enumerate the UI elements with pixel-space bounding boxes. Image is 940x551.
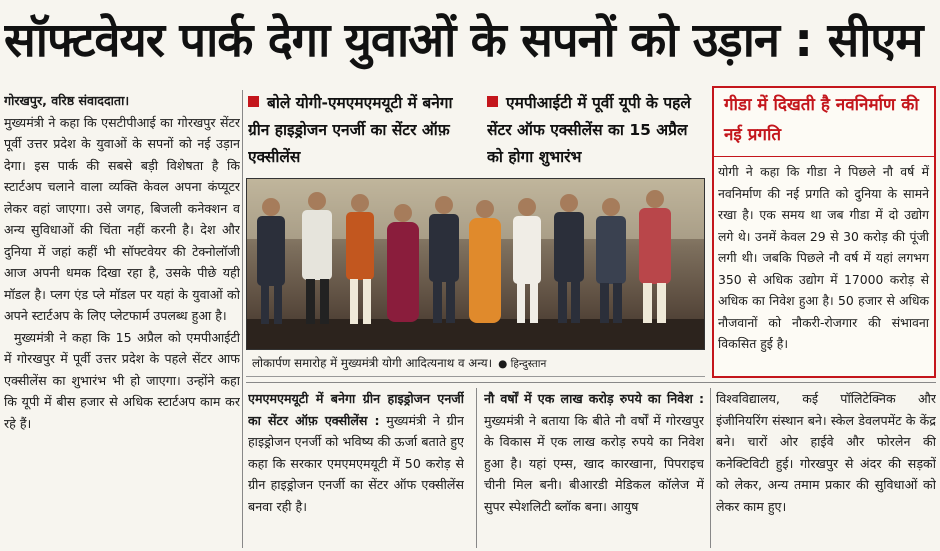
subheadline: बोले योगी-एमएमएमयूटी में बनेगा ग्रीन हाइड्रोजन एनर्जी का सेंटर ऑफ़ एक्सीलेंस (248, 94, 453, 166)
article-text: मुख्यमंत्री ने ग्रीन हाइड्रोजन एनर्जी को भविष्य की ऊर्जा बताते हुए कहा कि सरकार एमएमएमयूटी में 50 करोड़ से ग्रीन हाइड्रोजन एनर्जी का सेंटर ऑफ एक्सीलेंस बनवा रही है। (248, 412, 464, 514)
box-title: गीडा में दिखती है नवनिर्माण की नई प्रगति (714, 88, 934, 157)
article-paragraph: मुख्यमंत्री ने कहा कि 15 अप्रैल को एमपीआईटी में गोरखपुर में पूर्वी उत्तर प्रदेश के पहले सेंटर आफ एक्सीलेंस का शुभारंभ भी हो जाएगा। उन्होंने कहा कि यूपी में बीस हजार से अधिक स्टार्टअप काम कर रहे हैं। (4, 329, 240, 431)
photo-caption (246, 350, 705, 377)
section-divider (246, 382, 936, 383)
section-lead: एमएमएमयूटी में बनेगा ग्रीन हाइड्रोजन एनर्जी का सेंटर ऑफ़ एक्सीलेंस : (248, 391, 464, 428)
box-text: योगी ने कहा कि गीडा ने पिछले नौ वर्ष में नवनिर्माण की नई प्रगति को दुनिया के सामने रखा है। एक समय था जब गीडा में दो उद्योग लगे थे। उनमें केवल 29 से 30 करोड़ की पूंजी लगी थी। जबकि पिछले नौ वर्ष में यहां लगभग 350 से अधिक उद्योग में 17000 करोड़ से अधिक का निवेश हुआ है। 50 हजार से अधिक नौजवानों को नौकरी-रोजगार की संभावना विकसित हुई है। (718, 164, 929, 351)
sidebar-box (712, 86, 936, 378)
article-column-bottom-2 (484, 388, 704, 548)
caption-text: लोकार्पण समारोह में मुख्यमंत्री योगी आदित्यनाथ व अन्य। (252, 356, 493, 370)
article-text: मुख्यमंत्री ने बताया कि बीते नौ वर्षों में गोरखपुर के विकास में एक लाख करोड़ रुपये का निवेश हुआ है। यहां एम्स, खाद कारखाना, पिपराइच चीनी मिल बनी। बीआरडी मेडिकल कॉलेज में सुपर स्पेशलिटी ब्लॉक बना। आयुष (484, 412, 704, 514)
article-paragraph: मुख्यमंत्री ने कहा कि एसटीपीआई का गोरखपुर सेंटर पूर्वी उत्तर प्रदेश के युवाओं के सपनों को नई उड़ान देगा। इस पार्क की सबसे बड़ी विशेषता है कि स्टार्टअप चलाने वाला व्यक्ति केवल अपना कंप्यूटर लेकर वहां जाएगा। उसे जगह, बिजली कनेक्शन व अन्य सुविधाओं की चिंता नहीं करनी है। देश और दुनिया में जहां कहीं भी सॉफ्टवेयर की टेक्नोलॉजी आज अपनी धमक दिखा रहा है, उसके पीछे यही मॉडल है। प्लग एंड प्ले मॉडल पर यहां के युवाओं को अपने स्टार्टअप के लिए प्लेटफार्म उपलब्ध हुआ है। (4, 114, 240, 323)
photo-credit: ● हिन्दुस्तान (498, 358, 547, 370)
article-text: विश्वविद्यालय, कई पॉलिटेक्निक और इंजीनियरिंग संस्थान बने। स्केल डेवलपमेंट के केंद्र बने। चारों ओर हाईवे और फोरलेन की कनेक्टिविटी हुई। गोरखपुर से अंदर की सड़कों को लेकर, अन्य तमाम प्रकार की सुविधाओं को लेकर काम हुए। (716, 391, 936, 514)
column-divider (710, 388, 711, 548)
section-lead: नौ वर्षों में एक लाख करोड़ रुपये का निवेश : (484, 391, 704, 406)
article-column-left (4, 90, 240, 548)
article-column-bottom-1 (248, 388, 464, 548)
column-divider (476, 388, 477, 548)
subheadline: एमपीआईटी में पूर्वी यूपी के पहले सेंटर ऑफ एक्सीलेंस का 15 अप्रैल को होगा शुभारंभ (487, 94, 691, 166)
byline: गोरखपुर, वरिष्ठ संवाददाता। (4, 93, 130, 108)
headline: सॉफ्टवेयर पार्क देगा युवाओं के सपनों को उड़ान : सीएम (4, 13, 923, 68)
bullet-square-icon (248, 96, 259, 107)
news-photo (246, 178, 705, 350)
column-divider (242, 90, 243, 548)
group-photo-illustration (247, 179, 705, 350)
article-column-bottom-3 (716, 388, 936, 548)
bullet-square-icon (487, 96, 498, 107)
